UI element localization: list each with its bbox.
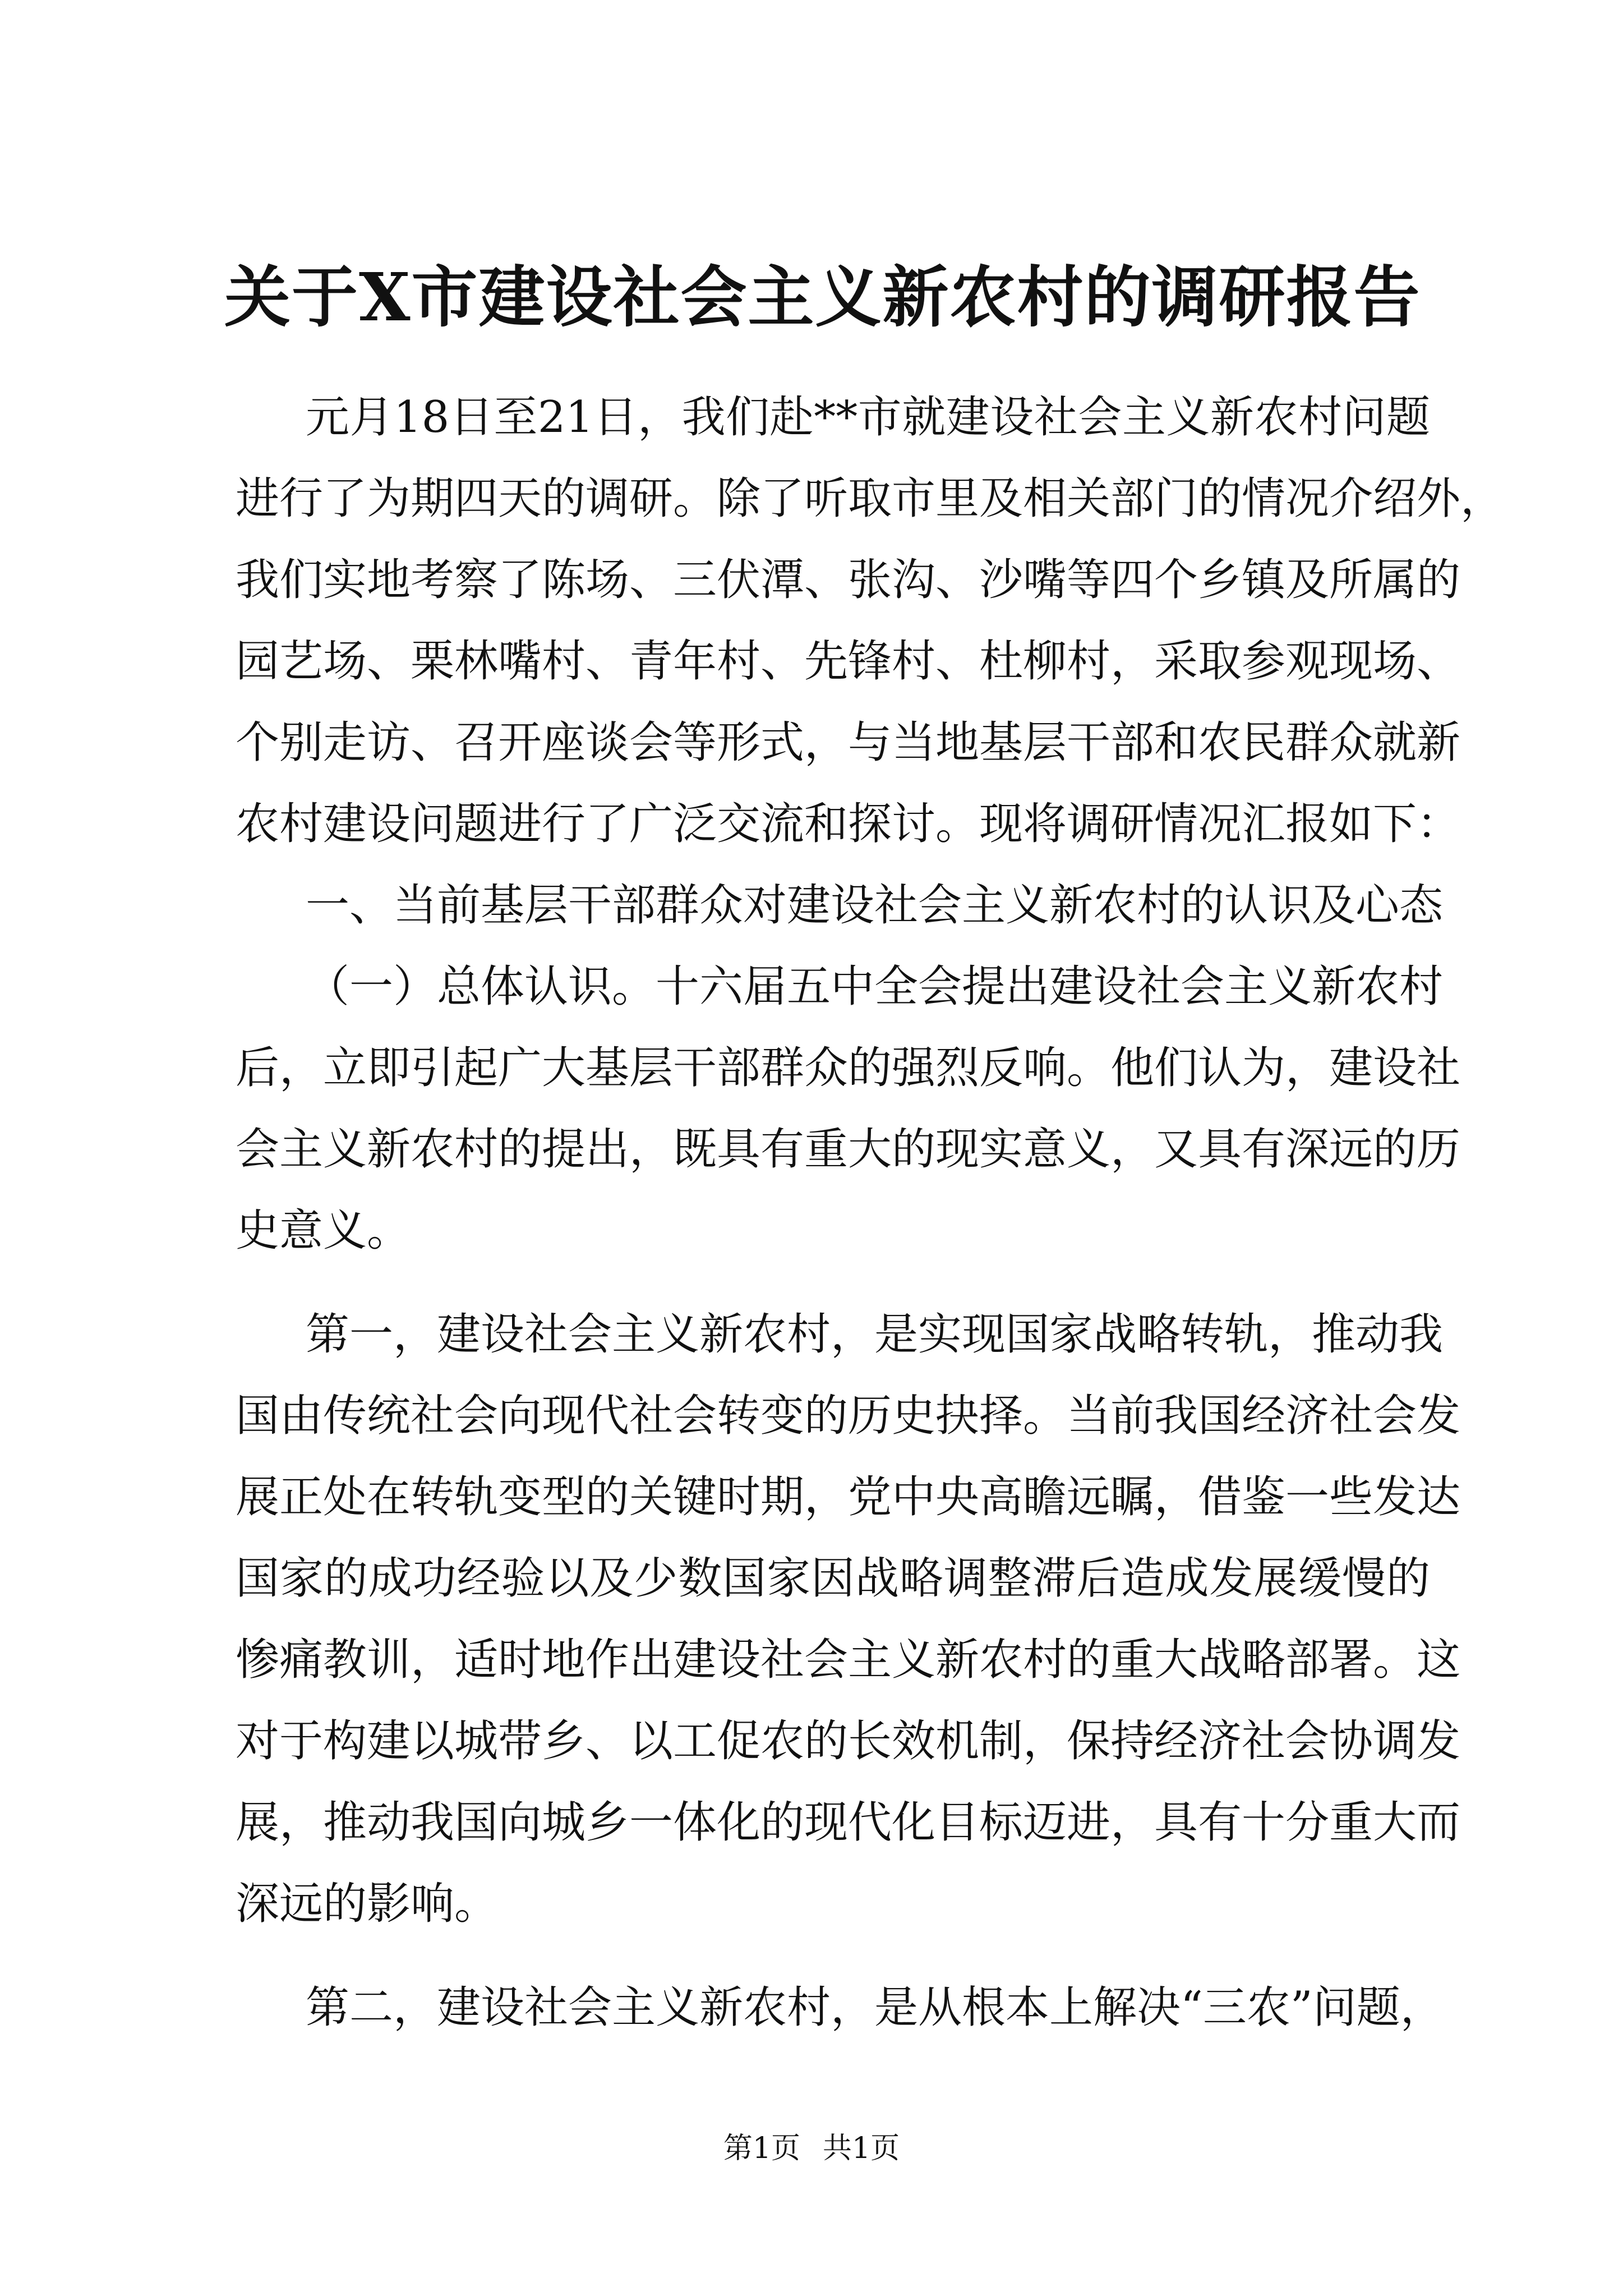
paragraph-line: 我们实地考察了陈场、三伏潭、张沟、沙嘴等四个乡镇及所属的 [236,555,1461,605]
paragraph-line: 第二，建设社会主义新农村，是从根本上解决“三农”问题， [306,1982,1444,2033]
section-heading: 一、当前基层干部群众对建设社会主义新农村的认识及心态 [306,880,1444,931]
paragraph-line: 园艺场、栗林嘴村、青年村、先锋村、杜柳村，采取参观现场、 [236,636,1461,687]
paragraph-line: 农村建设问题进行了广泛交流和探讨。现将调研情况汇报如下： [236,799,1461,849]
page-number: 第1页 [723,2132,800,2165]
paragraph-line: 展正处在转轨变型的关键时期，党中央高瞻远瞩，借鉴一些发达 [236,1472,1461,1522]
paragraph-line: 国家的成功经验以及少数国家因战略调整滞后造成发展缓慢的 [236,1553,1430,1604]
paragraph-line: 对于构建以城带乡、以工促农的长效机制，保持经济社会协调发 [236,1716,1461,1766]
paragraph-line: 进行了为期四天的调研。除了听取市里及相关部门的情况介绍外， [236,473,1505,524]
paragraph-line: （一）总体认识。十六届五中全会提出建设社会主义新农村 [306,961,1444,1012]
document-body [236,377,1505,2049]
paragraph-line: 会主义新农村的提出，既具有重大的现实意义，又具有深远的历 [236,1124,1461,1175]
paragraph-line: 后，立即引起广大基层干部群众的强烈反响。他们认为，建设社 [236,1043,1461,1093]
paragraph-line: 元月18日至21日，我们赴**市就建设社会主义新农村问题 [306,392,1430,443]
paragraph-line: 第一，建设社会主义新农村，是实现国家战略转轨，推动我 [306,1309,1444,1360]
paragraph-line: 深远的影响。 [236,1879,499,1929]
page-total: 共1页 [823,2132,900,2165]
document-title: 关于X市建设社会主义新农村的调研报告 [224,258,1421,336]
paragraph-line: 史意义。 [236,1205,411,1256]
paragraph-line: 惨痛教训，适时地作出建设社会主义新农村的重大战略部署。这 [236,1635,1461,1685]
paragraph-line: 个别走访、召开座谈会等形式，与当地基层干部和农民群众就新 [236,717,1461,768]
paragraph-line: 国由传统社会向现代社会转变的历史抉择。当前我国经济社会发 [236,1391,1461,1441]
page-footer [0,2129,1623,2168]
paragraph-line: 展，推动我国向城乡一体化的现代化目标迈进，具有十分重大而 [236,1797,1461,1848]
